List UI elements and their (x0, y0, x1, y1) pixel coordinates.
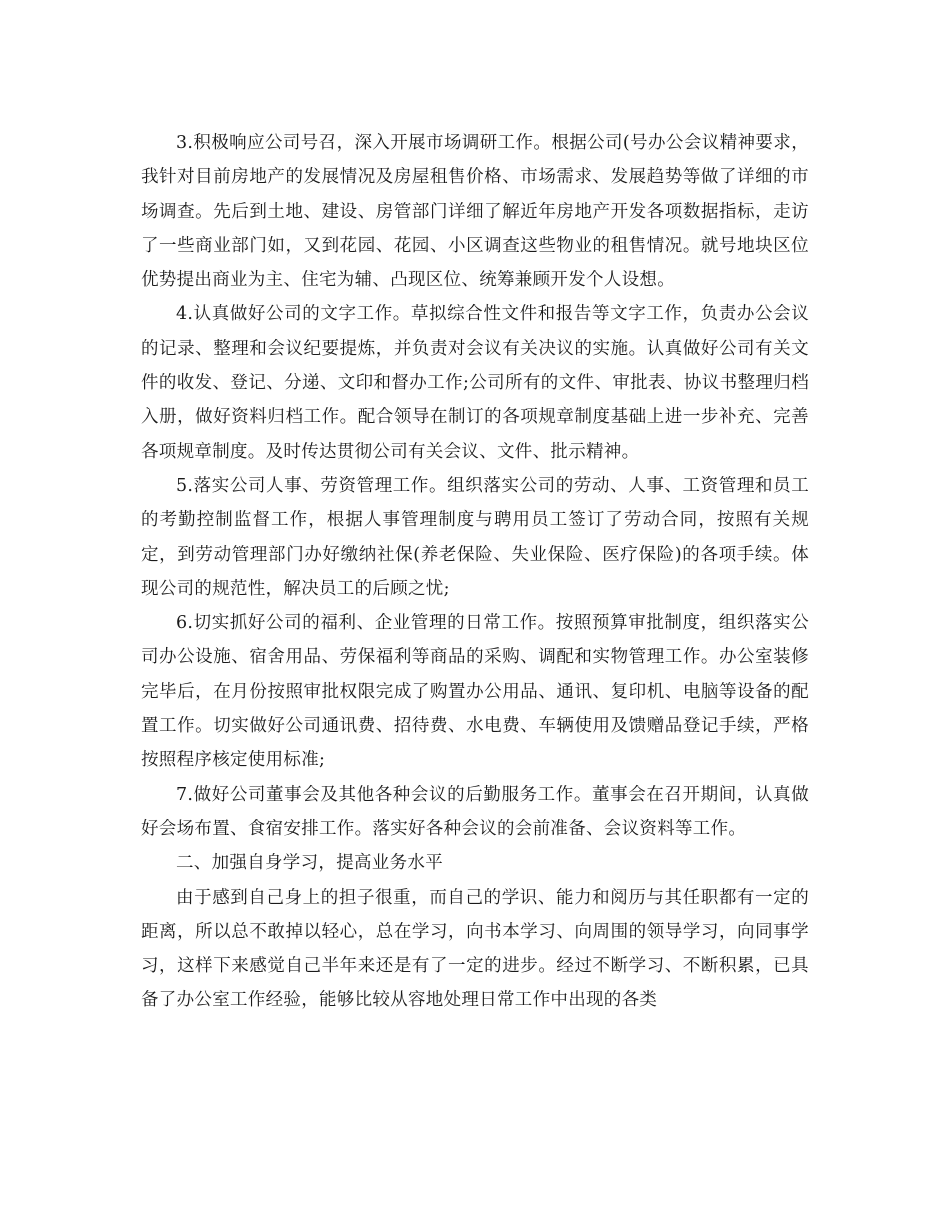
paragraph-self-study: 由于感到自己身上的担子很重，而自己的学识、能力和阅历与其任职都有一定的距离，所以总不敢掉以轻心，总在学习，向书本学习、向周围的领导学习，向同事学习，这样下来感觉自己半年来还是有了一定的进步。经过不断学习、不断积累，已具备了办公室工作经验，能够比较从容地处理日常工作中出现的各类 (141, 887, 809, 1011)
paragraph-market-research: 3.积极响应公司号召，深入开展市场调研工作。根据公司(号办公会议精神要求，我针对目前房地产的发展情况及房屋租售价格、市场需求、发展趋势等做了详细的市场调查。先后到土地、建设、房管部门详细了解近年房地产开发各项数据指标，走访了一些商业部门如，又到花园、花园、小区调查这些物业的租售情况。就号地块区位优势提出商业为主、住宅为辅、凸现区位、统筹兼顾开发个人设想。 (141, 133, 809, 291)
paragraph-document-work: 4.认真做好公司的文字工作。草拟综合性文件和报告等文字工作，负责办公会议的记录、整理和会议纪要提炼，并负责对会议有关决议的实施。认真做好公司有关文件的收发、登记、分递、文印和督办工作;公司所有的文件、审批表、协议书整理归档入册，做好资料归档工作。配合领导在制订的各项规章制度基础上进一步补充、完善各项规章制度。及时传达贯彻公司有关会议、文件、批示精神。 (141, 304, 809, 462)
section-heading-self-study: 二、加强自身学习，提高业务水平 (176, 853, 443, 874)
paragraph-welfare-management: 6.切实抓好公司的福利、企业管理的日常工作。按照预算审批制度，组织落实公司办公设施、宿舍用品、劳保福利等商品的采购、调配和实物管理工作。办公室装修完毕后，在月份按照审批权限完成了购置办公用品、通讯、复印机、电脑等设备的配置工作。切实做好公司通讯费、招待费、水电费、车辆使用及馈赠品登记手续，严格按照程序核定使用标准; (141, 613, 809, 771)
paragraph-board-meeting-services: 7.做好公司董事会及其他各种会议的后勤服务工作。董事会在召开期间，认真做好会场布置、食宿安排工作。落实好各种会议的会前准备、会议资料等工作。 (141, 784, 809, 839)
document-body (141, 126, 809, 1018)
paragraph-personnel-management: 5.落实公司人事、劳资管理工作。组织落实公司的劳动、人事、工资管理和员工的考勤控制监督工作，根据人事管理制度与聘用员工签订了劳动合同，按照有关规定，到劳动管理部门办好缴纳社保(养老保险、失业保险、医疗保险)的各项手续。体现公司的规范性，解决员工的后顾之忧; (141, 475, 809, 599)
